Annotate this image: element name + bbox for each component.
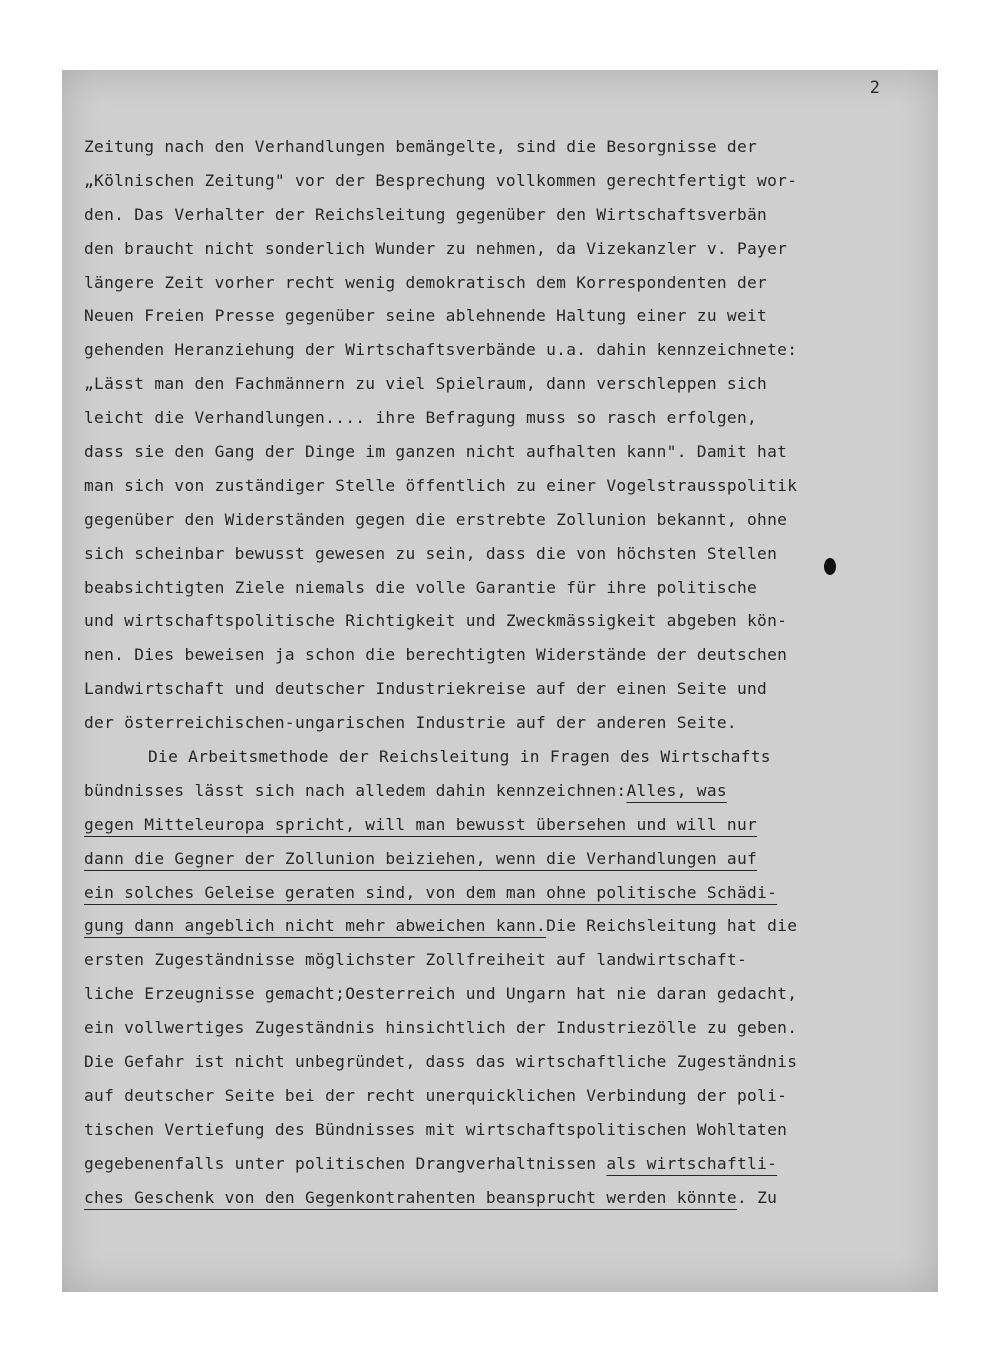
text-line: man sich von zuständiger Stelle öffentlich zu einer Vogelstrausspolitik [84, 475, 798, 495]
text-line: den. Das Verhalter der Reichsleitung gegenüber den Wirtschaftsverbän [84, 204, 768, 224]
ink-blot [824, 558, 836, 575]
paragraph-start-line: Die Arbeitsmethode der Reichsleitung in Fragen des Wirtschafts [148, 747, 771, 767]
text-line: „Kölnischen Zeitung" vor der Besprechung vollkommen gerechtfertigt wor- [84, 170, 798, 190]
text-line: Landwirtschaft und deutscher Industriekreise auf der einen Seite und [84, 679, 768, 699]
text-segment: . Zu [736, 1187, 778, 1207]
text-line: auf deutscher Seite bei der recht unerquicklichen Verbindung der poli- [84, 1085, 788, 1105]
text-line: ein vollwertiges Zugeständnis hinsichtlich der Industriezölle zu geben. [84, 1018, 798, 1038]
text-line: und wirtschaftspolitische Richtigkeit und Zweckmässigkeit abgeben kön- [84, 611, 788, 631]
underlined-segment: als wirtschaftli- [606, 1153, 778, 1173]
document-page [62, 70, 938, 1292]
underlined-line: ein solches Geleise geraten sind, von dem man ohne politische Schädi- [84, 882, 778, 902]
text-line: „Lässt man den Fachmännern zu viel Spielraum, dann verschleppen sich [84, 374, 768, 394]
underlined-line: gegen Mitteleuropa spricht, will man bewusst übersehen und will nur [84, 814, 758, 834]
text-line: sich scheinbar bewusst gewesen zu sein, dass die von höchsten Stellen [84, 543, 778, 563]
text-line: beabsichtigten Ziele niemals die volle Garantie für ihre politische [84, 577, 758, 597]
underlined-line: dann die Gegner der Zollunion beiziehen, wenn die Verhandlungen auf [84, 848, 758, 868]
text-line: Zeitung nach den Verhandlungen bemängelte, sind die Besorgnisse der [84, 137, 758, 156]
text-line [84, 909, 934, 943]
text-line: tischen Vertiefung des Bündnisses mit wirtschaftspolitischen Wohltaten [84, 1119, 788, 1139]
text-line [84, 1181, 934, 1215]
text-line: der österreichischen-ungarischen Industrie auf der anderen Seite. [84, 713, 737, 733]
text-line: längere Zeit vorher recht wenig demokratisch dem Korrespondenten der [84, 272, 768, 292]
text-line: Die Gefahr ist nicht unbegründet, dass das wirtschaftliche Zugeständnis [84, 1052, 798, 1072]
text-line: liche Erzeugnisse gemacht;Oesterreich und Ungarn hat nie daran gedacht, [84, 984, 798, 1004]
text-segment: Die Reichsleitung hat die [546, 916, 798, 936]
text-line: gehenden Heranziehung der Wirtschaftsverbände u.a. dahin kennzeichnete: [84, 340, 798, 360]
text-line: leicht die Verhandlungen.... ihre Befragung muss so rasch erfolgen, [84, 408, 758, 428]
text-line: den braucht nicht sonderlich Wunder zu nehmen, da Vizekanzler v. Payer [84, 238, 788, 258]
text-line [84, 1147, 934, 1181]
text-segment: gegebenenfalls unter politischen Drangverhaltnissen [84, 1153, 597, 1173]
underlined-segment: gung dann angeblich nicht mehr abweichen kann. [84, 916, 547, 936]
text-line: dass sie den Gang der Dinge im ganzen nicht aufhalten kann". Damit hat [84, 442, 788, 462]
page-number: 2 [869, 78, 880, 98]
underlined-segment: ches Geschenk von den Gegenkontrahenten beansprucht werden könnte [84, 1187, 737, 1207]
typed-text-body [84, 130, 934, 1215]
text-line: gegenüber den Widerständen gegen die erstrebte Zollunion bekannt, ohne [84, 509, 788, 529]
text-line [84, 774, 934, 808]
underlined-segment: Alles, was [626, 780, 727, 800]
text-segment: bündnisses lässt sich nach alledem dahin kennzeichnen: [84, 780, 627, 800]
text-line: Neuen Freien Presse gegenüber seine ablehnende Haltung einer zu weit [84, 306, 768, 326]
text-line: nen. Dies beweisen ja schon die berechtigten Widerstände der deutschen [84, 645, 788, 665]
text-line: ersten Zugeständnisse möglichster Zollfreiheit auf landwirtschaft- [84, 950, 748, 970]
